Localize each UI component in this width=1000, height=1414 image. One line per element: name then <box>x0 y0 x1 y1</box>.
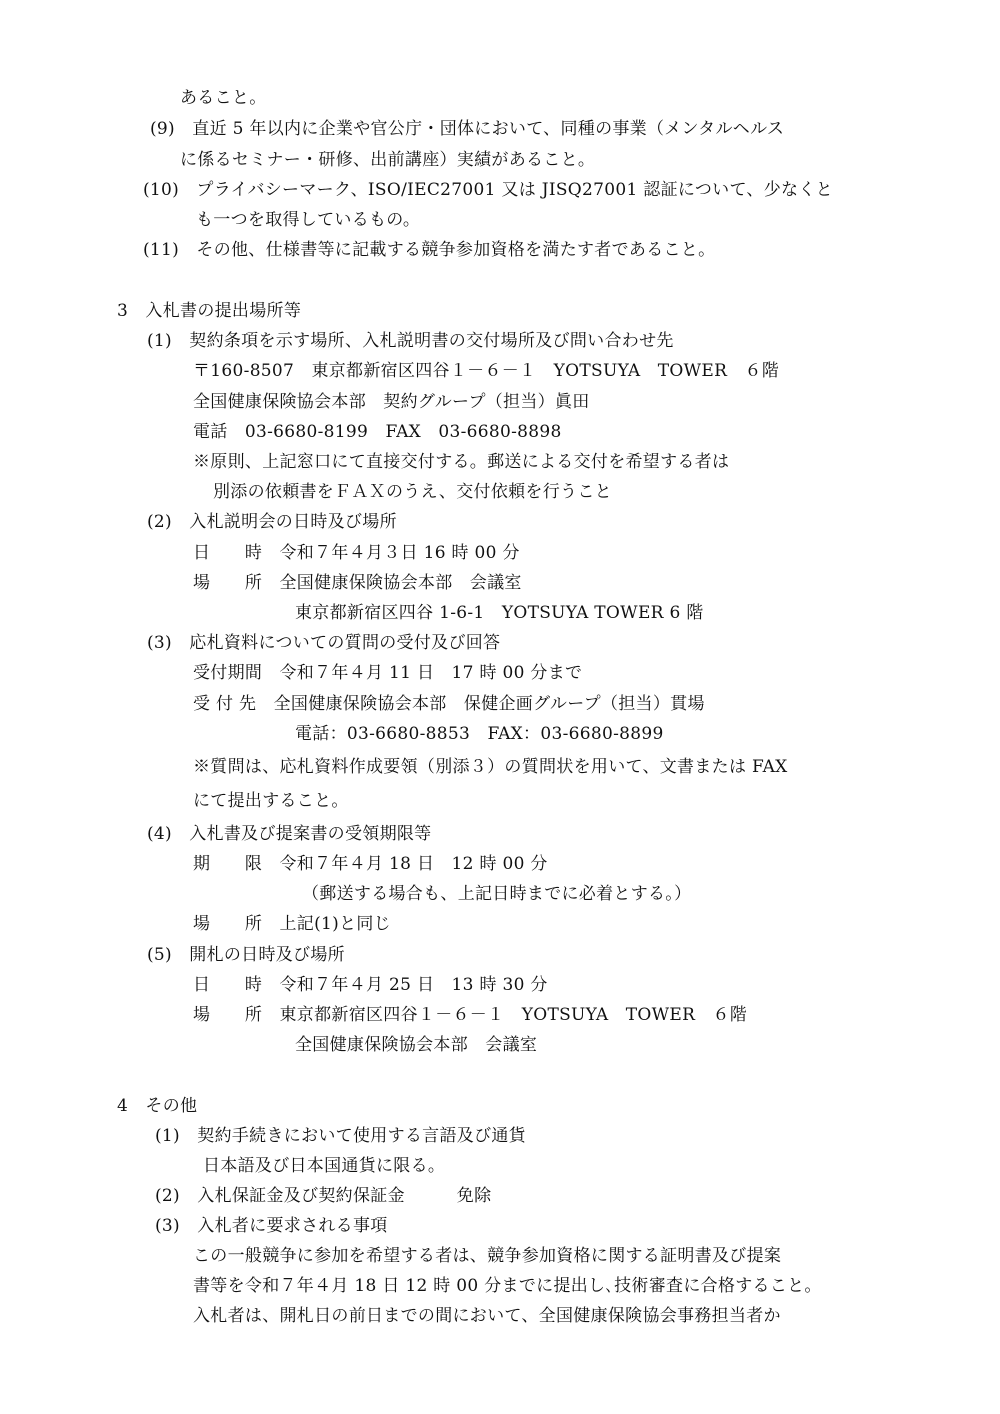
text-line-18: (3) 応札資料についての質問の受付及び回答 <box>147 633 501 653</box>
text-line-20: 受 付 先 全国健康保険協会本部 保健企画グループ（担当）貫場 <box>193 694 705 714</box>
text-line-29: 日 時 令和７年４月 25 日 13 時 30 分 <box>193 975 548 995</box>
text-line-25: 期 限 令和７年４月 18 日 12 時 00 分 <box>193 854 548 874</box>
text-line-16: 場 所 全国健康保険協会本部 会議室 <box>193 573 522 593</box>
text-line-27: 場 所 上記(1)と同じ <box>193 914 391 934</box>
text-line-22: ※質問は、応札資料作成要領（別添３）の質問状を用いて、文書または FAX <box>193 757 788 777</box>
text-line-30: 場 所 東京都新宿区四谷１－６－１ YOTSUYA TOWER ６階 <box>193 1005 748 1025</box>
text-line-1: あること。 <box>180 88 267 108</box>
text-line-38: 書等を令和７年４月 18 日 12 時 00 分までに提出し､技術審査に合格すること。 <box>193 1276 822 1296</box>
text-line-19: 受付期間 令和７年４月 11 日 17 時 00 分まで <box>193 663 583 683</box>
text-line-6: (11) その他、仕様書等に記載する競争参加資格を満たす者であること。 <box>143 240 716 260</box>
text-line-4: (10) プライバシーマーク、ISO/IEC27001 又は JISQ27001 認証について、少なくと <box>143 180 833 200</box>
text-line-23: にて提出すること。 <box>193 791 349 811</box>
text-line-5: も一つを取得しているもの。 <box>196 210 421 230</box>
text-line-28: (5) 開札の日時及び場所 <box>147 945 345 965</box>
text-line-24: (4) 入札書及び提案書の受領期限等 <box>147 824 432 844</box>
section-heading-4: 4 その他 <box>117 1096 198 1116</box>
text-line-17: 東京都新宿区四谷 1-6-1 YOTSUYA TOWER 6 階 <box>295 603 704 623</box>
text-line-31: 全国健康保険協会本部 会議室 <box>295 1035 538 1055</box>
text-line-2: (9) 直近 5 年以内に企業や官公庁・団体において、同種の事業（メンタルヘルス <box>150 119 785 139</box>
text-line-33: (1) 契約手続きにおいて使用する言語及び通貨 <box>155 1126 526 1146</box>
text-line-9: 〒160-8507 東京都新宿区四谷１－６－１ YOTSUYA TOWER ６階 <box>193 361 780 381</box>
section-heading-3: 3 入札書の提出場所等 <box>117 301 302 321</box>
text-line-35: (2) 入札保証金及び契約保証金 免除 <box>155 1186 492 1206</box>
text-line-3: に係るセミナー・研修、出前講座）実績があること。 <box>180 150 596 170</box>
text-line-15: 日 時 令和７年４月３日 16 時 00 分 <box>193 543 520 563</box>
text-line-8: (1) 契約条項を示す場所、入札説明書の交付場所及び問い合わせ先 <box>147 331 674 351</box>
text-line-14: (2) 入札説明会の日時及び場所 <box>147 512 397 532</box>
text-line-11: 電話 03-6680-8199 FAX 03-6680-8898 <box>193 422 562 442</box>
text-line-12: ※原則、上記窓口にて直接交付する。郵送による交付を希望する者は <box>193 452 730 472</box>
text-line-39: 入札者は、開札日の前日までの間において、全国健康保険協会事務担当者か <box>193 1306 781 1326</box>
text-line-37: この一般競争に参加を希望する者は、競争参加資格に関する証明書及び提案 <box>193 1246 782 1266</box>
text-line-26: （郵送する場合も、上記日時までに必着とする。） <box>302 884 692 904</box>
text-line-34: 日本語及び日本国通貨に限る。 <box>203 1156 446 1176</box>
text-line-36: (3) 入札者に要求される事項 <box>155 1216 388 1236</box>
text-line-13: 別添の依頼書をＦＡＸのうえ、交付依頼を行うこと <box>213 482 612 502</box>
text-line-21: 電話：03-6680-8853 FAX：03-6680-8899 <box>295 724 664 744</box>
text-line-10: 全国健康保険協会本部 契約グループ（担当）眞田 <box>193 392 590 412</box>
